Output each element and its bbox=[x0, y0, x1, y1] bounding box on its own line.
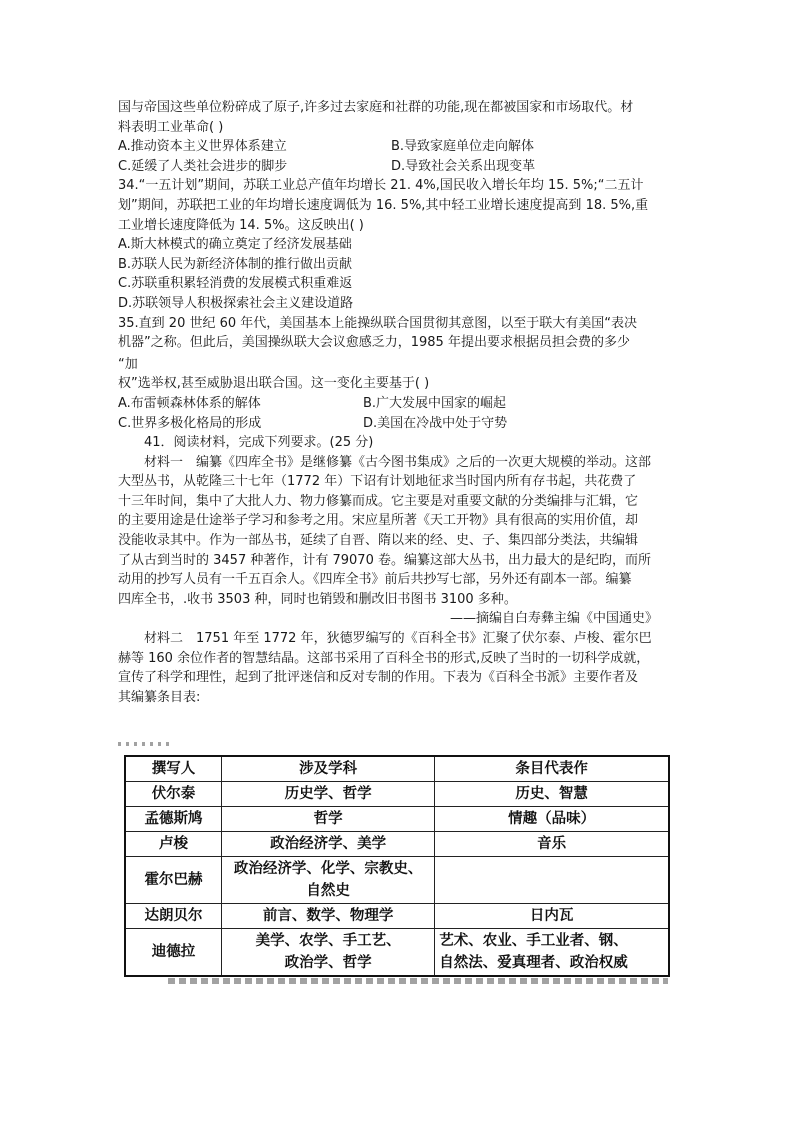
table-row bbox=[125, 929, 669, 977]
table-row bbox=[125, 782, 669, 807]
q33-option-a[interactable]: A.推动资本主义世界体系建立 bbox=[118, 139, 287, 155]
q35-stem-line: “加 bbox=[118, 356, 138, 372]
table-cell-subjects: 前言、数学、物理学 bbox=[222, 904, 435, 929]
table-header-entries: 条目代表作 bbox=[435, 756, 669, 782]
table-cell-author: 迪德拉 bbox=[125, 929, 222, 977]
q35-option-c[interactable]: C.世界多极化格局的形成 bbox=[118, 415, 262, 431]
q34-option-d[interactable]: D.苏联领导人积极探索社会主义建设道路 bbox=[118, 295, 354, 311]
q33-option-c[interactable]: C.延缓了人类社会进步的脚步 bbox=[118, 158, 288, 174]
table-header-subjects: 涉及学科 bbox=[222, 756, 435, 782]
q33-options-row bbox=[118, 157, 678, 177]
q33-stem-line: 料表明工业革命( ) bbox=[118, 119, 224, 135]
material-1-line: 了从古到当时的 3457 种著作，计有 79070 卷。编纂这部大丛书，出力最大的是纪昀，而所 bbox=[118, 552, 651, 568]
material-1-line: 四库全书，.收书 3503 种，同时也销毁和删改旧书图书 3100 多种。 bbox=[118, 591, 517, 607]
question-33 bbox=[118, 98, 678, 707]
table-cell-author: 达朗贝尔 bbox=[125, 904, 222, 929]
q35-options-row bbox=[118, 414, 678, 434]
q33-option-d[interactable]: D.导致社会关系出现变革 bbox=[391, 158, 536, 174]
q35-stem-line: 权”选举权,甚至威胁退出联合国。这一变化主要基于( ) bbox=[118, 376, 430, 392]
cut-off-text-artifact bbox=[168, 978, 668, 984]
table-cell-entries-line: 艺术、农业、手工业者、钢、 bbox=[439, 932, 628, 949]
table-cell-entries: 音乐 bbox=[435, 832, 669, 857]
q34-stem-line: 工业增长速度降低为 14. 5%。这反映出( ) bbox=[118, 217, 364, 233]
material-1-source: ——摘编自白寿彝主编《中国通史》 bbox=[449, 611, 658, 627]
table-cell-author: 卢梭 bbox=[125, 832, 222, 857]
q34-option-b[interactable]: B.苏联人民为新经济体制的推行做出贡献 bbox=[118, 256, 353, 272]
q35-stem-line: 机器”之称。但此后，美国操纵联大会议愈感乏力，1985 年提出要求根据员担会费的多少 bbox=[118, 335, 630, 351]
table-header-row bbox=[125, 756, 669, 782]
table-cell-author: 伏尔泰 bbox=[125, 782, 222, 807]
table-cell-subjects: 政治经济学、美学 bbox=[222, 832, 435, 857]
q33-options-row bbox=[118, 137, 678, 157]
material-1-line: 材料一 编纂《四库全书》是继修纂《古今图书集成》之后的一次更大规模的举动。这部 bbox=[144, 454, 652, 470]
table-cell-entries: 日内瓦 bbox=[435, 904, 669, 929]
material-2-line: 其编纂条目表: bbox=[118, 689, 201, 705]
table-header-author: 撰写人 bbox=[125, 756, 222, 782]
table-cell-entries: 情趣（品味） bbox=[435, 807, 669, 832]
q33-option-b[interactable]: B.导致家庭单位走向解体 bbox=[391, 139, 535, 155]
table-cell-author: 孟德斯鸠 bbox=[125, 807, 222, 832]
material-1-line: 动用的抄写人员有一千五百余人。《四库全书》前后共抄写七部，另外还有副本一部。编纂 bbox=[118, 572, 632, 588]
table-cell-subjects-line: 美学、农学、手工艺、 bbox=[255, 932, 401, 949]
table-cell-subjects-line: 政治经济学、化学、宗教史、 bbox=[233, 860, 423, 877]
material-2-line: 赫等 160 余位作者的智慧结晶。这部书采用了百科全书的形式,反映了当时的一切科学成就， bbox=[118, 650, 650, 666]
q35-options-row bbox=[118, 394, 678, 414]
q34-option-c[interactable]: C.苏联重积累轻消费的发展模式积重难返 bbox=[118, 276, 353, 292]
table-cell-entries: 历史、智慧 bbox=[435, 782, 669, 807]
table-cell-subjects-line: 政治学、哲学 bbox=[284, 954, 372, 971]
q34-stem-line: 划”期间，苏联把工业的年均增长速度调低为 16. 5%,其中轻工业增长速度提高到 18. 5%,重 bbox=[118, 197, 649, 213]
material-1-line: 大型丛书，从乾隆三十七年（1772 年）下诏有计划地征求当时国内所有存书起，共花费了 bbox=[118, 474, 637, 490]
table-cell-entries bbox=[435, 857, 669, 904]
table-cell-subjects bbox=[222, 929, 435, 977]
table-row bbox=[125, 807, 669, 832]
table-row bbox=[125, 832, 669, 857]
table-cell-subjects-line: 自然史 bbox=[306, 882, 350, 899]
table-cell-subjects bbox=[222, 857, 435, 904]
q34-option-a[interactable]: A.斯大林模式的确立奠定了经济发展基础 bbox=[118, 237, 352, 253]
q33-stem-line: 国与帝国这些单位粉碎成了原子,许多过去家庭和社群的功能,现在都被国家和市场取代。材 bbox=[118, 100, 634, 115]
table-row bbox=[125, 904, 669, 929]
encyclopedists-table bbox=[124, 755, 670, 977]
q35-option-d[interactable]: D.美国在冷战中处于守势 bbox=[363, 415, 508, 431]
table-row bbox=[125, 857, 669, 904]
table-cell-subjects: 历史学、哲学 bbox=[222, 782, 435, 807]
q41-heading: 41．阅读材料，完成下列要求。(25 分) bbox=[144, 435, 374, 451]
material-1-line: 没能收录其中。作为一部丛书，延续了自晋、隋以来的经、史、子、集四部分类法，共编辑 bbox=[118, 533, 639, 549]
q35-option-b[interactable]: B.广大发展中国家的崛起 bbox=[363, 395, 507, 411]
q35-stem-line: 35.直到 20 世纪 60 年代，美国基本上能操纵联合国贯彻其意图，以至于联大有美国“表决 bbox=[118, 315, 638, 331]
table-cell-subjects: 哲学 bbox=[222, 807, 435, 832]
q34-stem-line: 34.“一五计划”期间，苏联工业总产值年均增长 21. 4%,国民收入增长年均 15. 5%;“二五计 bbox=[118, 178, 644, 194]
material-2-line: 材料二 1751 年至 1772 年，狄德罗编写的《百科全书》汇聚了伏尔泰、卢梭、霍尔巴 bbox=[144, 631, 652, 647]
scan-artifact bbox=[118, 742, 173, 746]
table-cell-entries-line: 自然法、爱真理者、政治权威 bbox=[439, 954, 628, 971]
table-cell-entries bbox=[435, 929, 669, 977]
material-1-line: 的主要用途是仕途举子学习和参考之用。宋应星所著《天工开物》具有很高的实用价值，却 bbox=[118, 513, 639, 529]
material-1-line: 十三年时间，集中了大批人力、物力修纂而成。它主要是对重要文献的分类编排与汇辑，它 bbox=[118, 493, 639, 509]
table-cell-author: 霍尔巴赫 bbox=[125, 857, 222, 904]
material-2-line: 宣传了科学和理性，起到了批评迷信和反对专制的作用。下表为《百科全书派》主要作者及 bbox=[118, 670, 639, 686]
q35-option-a[interactable]: A.布雷顿森林体系的解体 bbox=[118, 395, 261, 411]
